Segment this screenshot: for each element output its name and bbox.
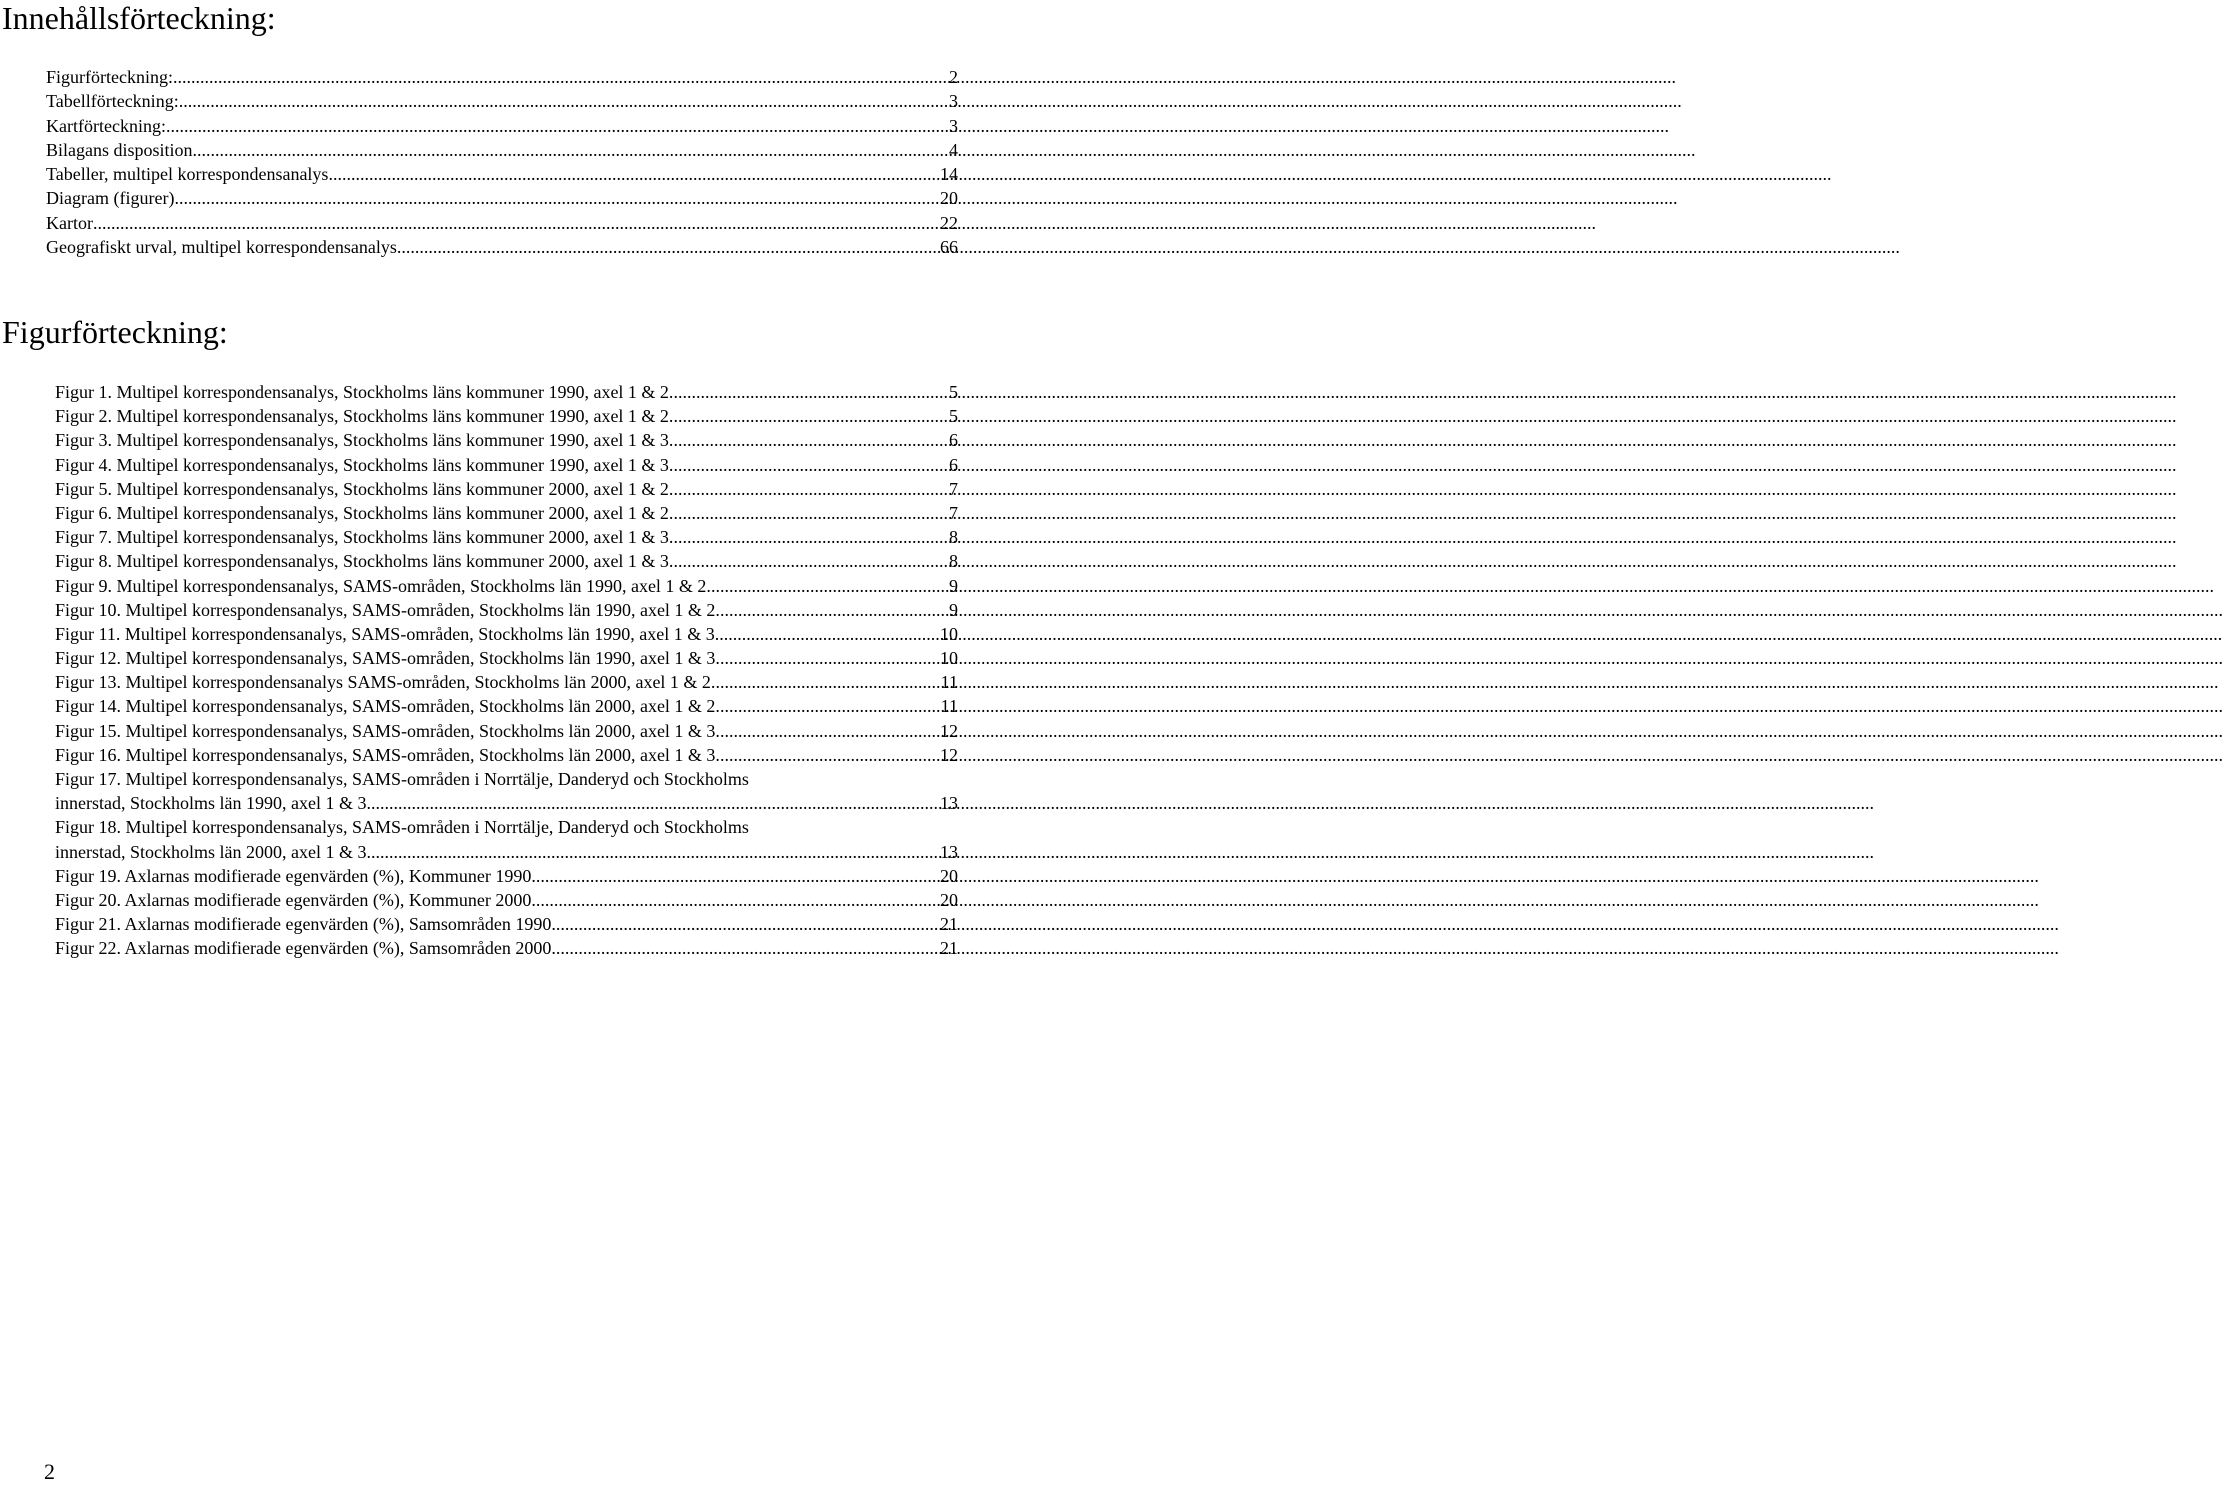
figure-entry[interactable]: [55, 574, 958, 598]
dot-leader: [673, 453, 948, 477]
figure-entry[interactable]: [55, 670, 958, 694]
figure-entry[interactable]: [55, 598, 958, 622]
figure-entry[interactable]: [55, 501, 958, 525]
dot-leader: [673, 525, 948, 549]
figure-entry-label: Figur 19. Axlarnas modifierade egenvärden (%), Kommuner 1990.: [55, 865, 536, 886]
figure-entry[interactable]: [55, 404, 958, 428]
figure-entry-label: Figur 13. Multipel korrespondensanalys SAMS-områden, Stockholms län 2000, axel 1 & 2.: [55, 672, 716, 693]
figure-entry-label: Figur 10. Multipel korrespondensanalys, SAMS-områden, Stockholms län 1990, axel 1 & 2.: [55, 599, 720, 620]
dot-leader: [720, 743, 939, 767]
dot-leader: [673, 477, 948, 501]
figure-entry[interactable]: [55, 525, 958, 549]
figure-entry-page: 11: [940, 672, 958, 693]
figure-entry-line2: [55, 840, 958, 864]
dot-leader: [720, 719, 939, 743]
figure-entry-label: Figur 5. Multipel korrespondensanalys, Stockholms läns kommuner 2000, axel 1 & 2.: [55, 478, 674, 499]
figure-entry[interactable]: [55, 477, 958, 501]
figure-entry-label-line1: Figur 17. Multipel korrespondensanalys, SAMS-områden i Norrtälje, Danderyd och Stockholms: [55, 769, 749, 789]
toc-entry-label: Figurförteckning:: [46, 67, 173, 87]
figure-entry-page: 5: [949, 406, 958, 427]
dot-leader: [193, 138, 948, 162]
figure-entry-label: Figur 14. Multipel korrespondensanalys, SAMS-områden, Stockholms län 2000, axel 1 & 2.: [55, 696, 720, 717]
dot-leader: [397, 235, 939, 259]
figure-entry-page: 9: [949, 599, 958, 620]
figure-entry-label: Figur 16. Multipel korrespondensanalys, SAMS-områden, Stockholms län 2000, axel 1 & 3.: [55, 744, 720, 765]
toc-entry-label: Tabeller, multipel korrespondensanalys: [46, 164, 329, 185]
figure-entry[interactable]: [55, 864, 958, 888]
figure-entry[interactable]: [55, 622, 958, 646]
dot-leader: [673, 549, 948, 573]
toc-entry-label: Geografiskt urval, multipel korrespondensanalys: [46, 237, 397, 258]
toc-title: Innehållsförteckning:: [2, 0, 276, 36]
dot-leader: [673, 501, 948, 525]
dot-leader: [536, 864, 939, 888]
figure-entry-label-line2: innerstad, Stockholms län 1990, axel 1 & 3.: [55, 793, 371, 814]
dot-leader: [673, 428, 948, 452]
toc-entry-page: 4: [949, 139, 958, 160]
toc-entry[interactable]: [46, 138, 958, 162]
figure-entry[interactable]: [55, 549, 958, 573]
figure-entry-wrapped[interactable]: [55, 767, 958, 815]
toc-entry-label: Bilagans disposition: [46, 139, 193, 160]
figure-entry-page: 7: [949, 502, 958, 523]
dot-leader: [556, 936, 939, 960]
dot-leader: [371, 791, 939, 815]
figure-entry-page: 20: [940, 865, 958, 886]
dot-leader: [166, 114, 948, 138]
figure-entry-page: 8: [949, 527, 958, 548]
figure-entry-label: Figur 11. Multipel korrespondensanalys, SAMS-områden, Stockholms län 1990, axel 1 & 3.: [55, 623, 720, 644]
toc-entry-page: 2: [949, 67, 958, 87]
figure-entry[interactable]: [55, 719, 958, 743]
dot-leader: [711, 574, 948, 598]
figure-entry-page: 10: [940, 623, 958, 644]
figure-entry-page: 8: [949, 551, 958, 572]
toc-entry-page: 20: [940, 188, 958, 209]
figure-entry-page: 6: [949, 430, 958, 451]
toc-entry-page: 66: [940, 237, 958, 258]
figure-entry-page: 5: [949, 382, 958, 402]
figure-entry[interactable]: [55, 646, 958, 670]
toc-entry-page: 3: [949, 115, 958, 136]
figure-entry-label: Figur 8. Multipel korrespondensanalys, Stockholms läns kommuner 2000, axel 1 & 3.: [55, 551, 674, 572]
toc-entry[interactable]: [46, 186, 958, 210]
figure-entry-label: Figur 20. Axlarnas modifierade egenvärden (%), Kommuner 2000.: [55, 889, 536, 910]
dot-leader: [720, 646, 939, 670]
figure-entry-label: Figur 21. Axlarnas modifierade egenvärden (%), Samsområden 1990.: [55, 914, 556, 935]
figure-entry-label-line2: innerstad, Stockholms län 2000, axel 1 & 3.: [55, 841, 371, 862]
toc-entry[interactable]: [46, 65, 958, 89]
toc-entry[interactable]: [46, 89, 958, 113]
figure-entry-label: Figur 15. Multipel korrespondensanalys, SAMS-områden, Stockholms län 2000, axel 1 & 3.: [55, 720, 720, 741]
dot-leader: [673, 404, 948, 428]
figure-entry[interactable]: [55, 453, 958, 477]
figure-entry[interactable]: [55, 380, 958, 404]
toc-entry-label: Kartor: [46, 212, 93, 233]
figures-title: Figurförteckning:: [2, 314, 228, 350]
figure-entry-page: 21: [940, 914, 958, 935]
figure-entry-label: Figur 2. Multipel korrespondensanalys, Stockholms läns kommuner 1990, axel 1 & 2.: [55, 406, 674, 427]
figure-list: [55, 380, 958, 961]
toc-list: [46, 65, 958, 259]
dot-leader: [328, 162, 939, 186]
figure-entry[interactable]: [55, 888, 958, 912]
figure-entry[interactable]: [55, 694, 958, 718]
figure-entry-label: Figur 22. Axlarnas modifierade egenvärden (%), Samsområden 2000.: [55, 938, 556, 959]
figure-entry[interactable]: [55, 912, 958, 936]
dot-leader: [719, 622, 939, 646]
toc-entry-page: 14: [940, 164, 958, 185]
dot-leader: [173, 65, 948, 89]
dot-leader: [536, 888, 939, 912]
toc-entry[interactable]: [46, 114, 958, 138]
figure-entry-page: 10: [940, 648, 958, 669]
figure-entry-page: 7: [949, 478, 958, 499]
dot-leader: [93, 211, 939, 235]
figure-entry[interactable]: [55, 743, 958, 767]
dot-leader: [673, 380, 948, 404]
figure-entry-page: 13: [940, 793, 958, 814]
figure-entry-label: Figur 12. Multipel korrespondensanalys, SAMS-områden, Stockholms län 1990, axel 1 & 3.: [55, 648, 720, 669]
toc-entry-label: Tabellförteckning:: [46, 91, 179, 112]
toc-entry[interactable]: [46, 211, 958, 235]
figure-entry-label: Figur 7. Multipel korrespondensanalys, Stockholms läns kommuner 2000, axel 1 & 3.: [55, 527, 674, 548]
figure-entry-page: 12: [940, 720, 958, 741]
dot-leader: [715, 670, 939, 694]
figure-entry-label: Figur 1. Multipel korrespondensanalys, Stockholms läns kommuner 1990, axel 1 & 2.: [55, 382, 674, 402]
figure-entry-page: 6: [949, 454, 958, 475]
figure-entry-line2: [55, 791, 958, 815]
toc-entry[interactable]: [46, 235, 958, 259]
figure-entry-wrapped[interactable]: [55, 815, 958, 863]
dot-leader: [720, 598, 948, 622]
figure-entry-page: 21: [940, 938, 958, 959]
dot-leader: [556, 912, 939, 936]
figure-entry-label: Figur 4. Multipel korrespondensanalys, Stockholms läns kommuner 1990, axel 1 & 3.: [55, 454, 674, 475]
figure-entry-page: 13: [940, 841, 958, 862]
dot-leader: [179, 89, 948, 113]
toc-entry-label: Diagram (figurer): [46, 188, 175, 209]
figure-entry-label: Figur 6. Multipel korrespondensanalys, Stockholms läns kommuner 2000, axel 1 & 2.: [55, 502, 674, 523]
figure-entry-page: 20: [940, 889, 958, 910]
toc-entry[interactable]: [46, 162, 958, 186]
dot-leader: [174, 186, 939, 210]
figure-entry-label-line1: Figur 18. Multipel korrespondensanalys, SAMS-områden i Norrtälje, Danderyd och Stockholms: [55, 817, 749, 838]
figure-entry-label: Figur 9. Multipel korrespondensanalys, SAMS-områden, Stockholms län 1990, axel 1 & 2.: [55, 575, 711, 596]
toc-entry-page: 22: [940, 212, 958, 233]
figure-entry-page: 11: [940, 696, 958, 717]
dot-leader: [720, 694, 940, 718]
figure-entry[interactable]: [55, 936, 958, 960]
figure-entry-label: Figur 3. Multipel korrespondensanalys, Stockholms läns kommuner 1990, axel 1 & 3.: [55, 430, 674, 451]
figure-entry[interactable]: [55, 428, 958, 452]
toc-entry-page: 3: [949, 91, 958, 112]
figure-entry-page: 9: [949, 575, 958, 596]
toc-entry-label: Kartförteckning:: [46, 115, 166, 136]
figure-entry-page: 12: [940, 744, 958, 765]
page-number: 2: [44, 1459, 55, 1484]
dot-leader: [371, 840, 939, 864]
